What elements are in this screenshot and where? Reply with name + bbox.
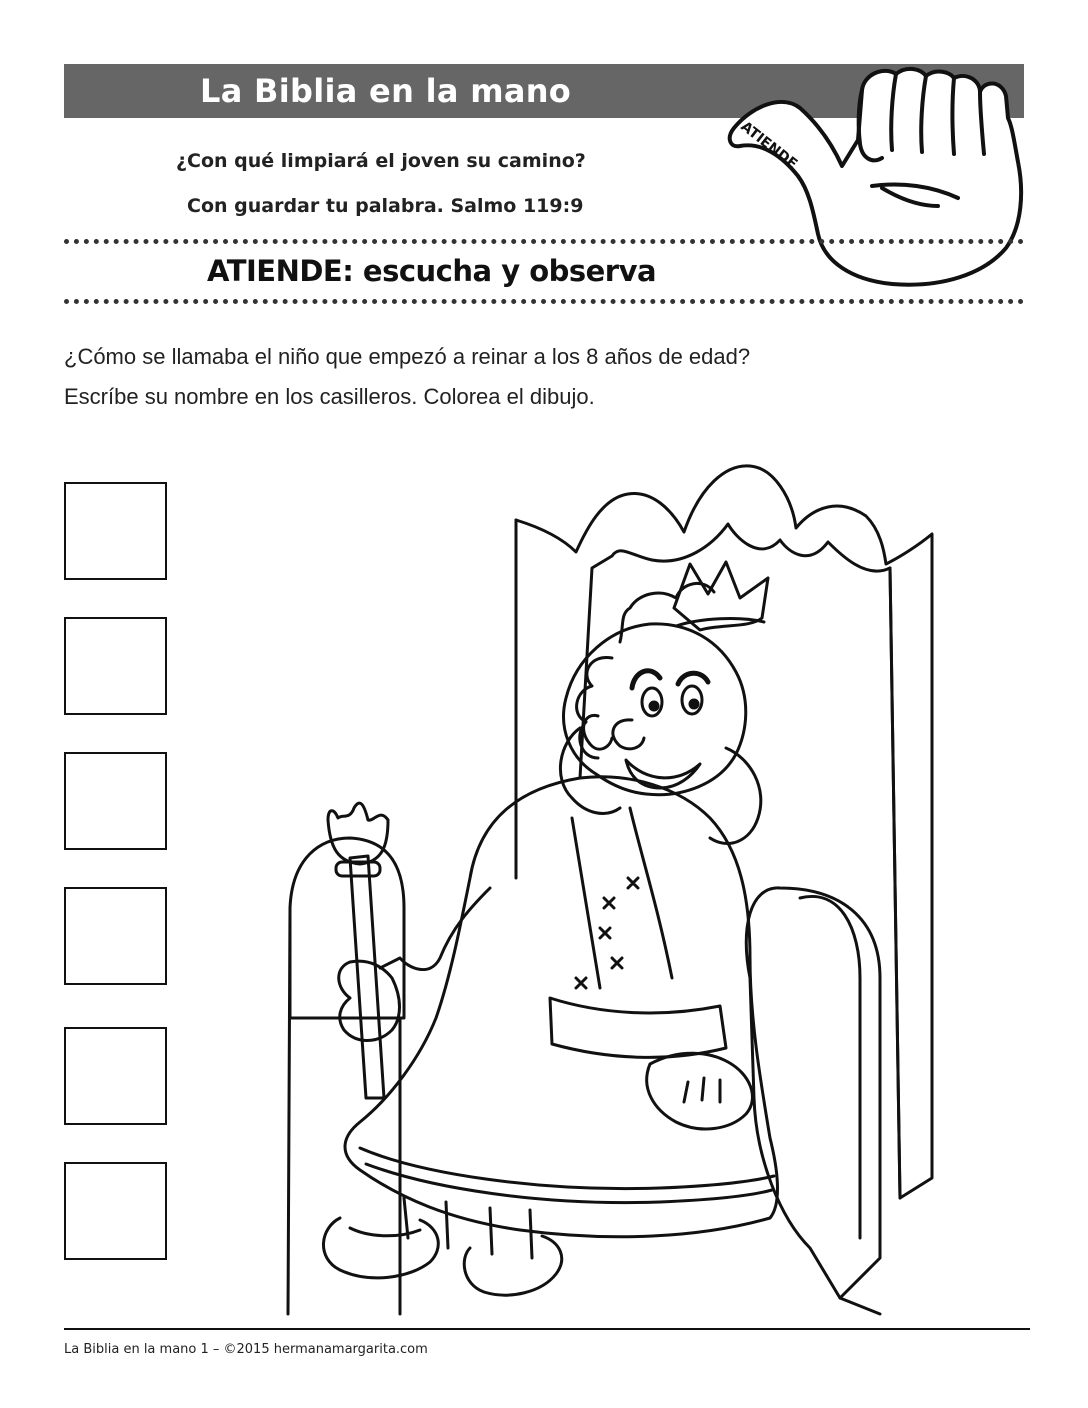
answer-box-3[interactable]	[64, 752, 167, 850]
answer-box-2[interactable]	[64, 617, 167, 715]
answer-box-4[interactable]	[64, 887, 167, 985]
answer-box-5[interactable]	[64, 1027, 167, 1125]
footer-divider	[64, 1328, 1030, 1330]
footer-credit: La Biblia en la mano 1 – ©2015 hermanamargarita.com	[64, 1342, 428, 1357]
verse-question: ¿Con qué limpiará el joven su camino?	[176, 150, 586, 172]
instruction-task: Escríbe su nombre en los casilleros. Colorea el dibujo.	[64, 384, 595, 409]
section-heading: ATIENDE: escucha y observa	[207, 254, 657, 288]
verse-answer: Con guardar tu palabra. Salmo 119:9	[187, 195, 584, 217]
answer-box-6[interactable]	[64, 1162, 167, 1260]
answer-box-1[interactable]	[64, 482, 167, 580]
hand-icon	[722, 66, 1032, 296]
page-title: La Biblia en la mano	[200, 72, 572, 110]
hand-badge-label: ATIENDE	[737, 118, 801, 173]
dotted-divider	[64, 299, 1024, 304]
king-on-throne-illustration	[280, 458, 970, 1318]
dotted-divider	[64, 239, 1024, 244]
instruction-question: ¿Cómo se llamaba el niño que empezó a reinar a los 8 años de edad?	[64, 344, 751, 369]
